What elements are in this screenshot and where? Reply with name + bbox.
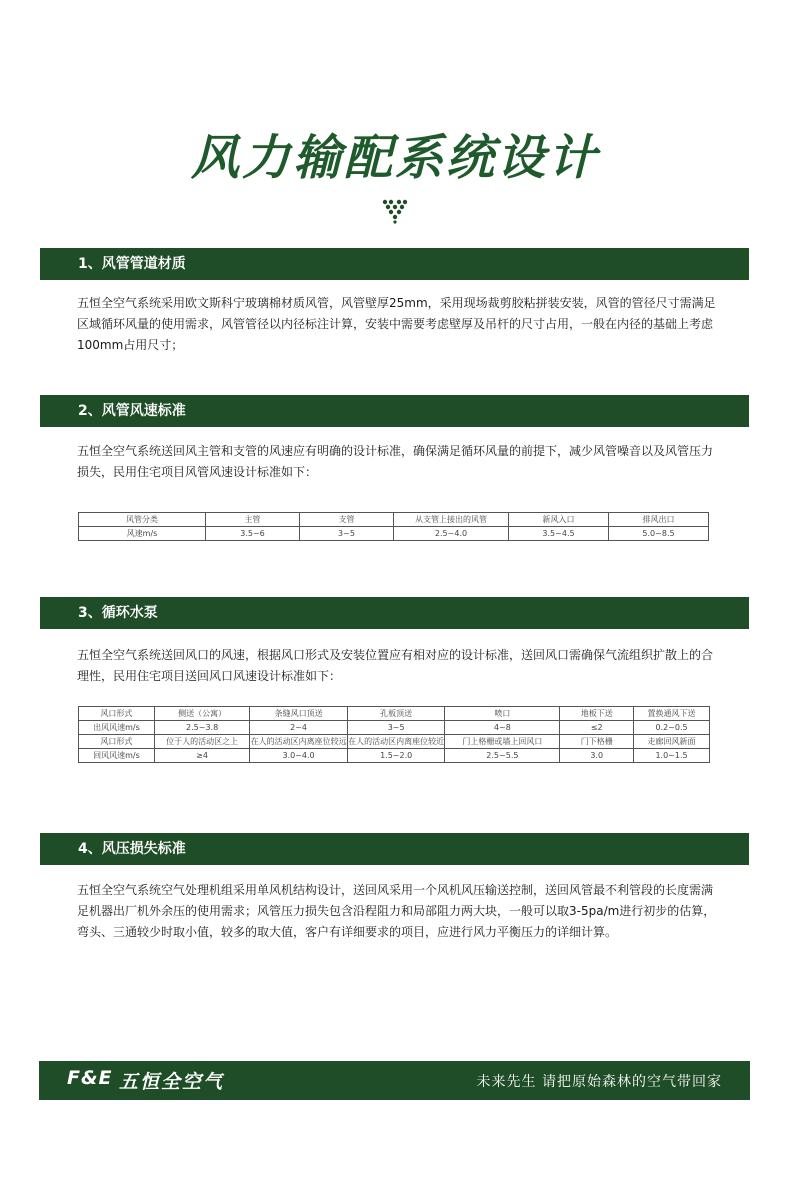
table-cell: 1.5~2.0 (347, 749, 445, 763)
table-cell: ≥4 (154, 749, 249, 763)
table-cell: 出风风速m/s (79, 721, 155, 735)
table-row (79, 707, 710, 721)
table-cell: 风口形式 (79, 735, 155, 749)
table-cell: ≤2 (560, 721, 634, 735)
table-cell: 在人的活动区内离座位较远 (250, 735, 348, 749)
section-3-text: 五恒全空气系统送回风口的风速，根据风口形式及安装位置应有相对应的设计标准，送回风口需确保气流组织扩散上的合理性，民用住宅项目送回风口风速设计标准如下： (77, 648, 714, 683)
page-title: 风力输配系统设计 (190, 130, 599, 186)
table-row (79, 749, 710, 763)
table-cell: 2.5~4.0 (394, 527, 509, 541)
table-cell: 3.0 (560, 749, 634, 763)
table-row (79, 735, 710, 749)
leaf-dots-icon (382, 198, 408, 224)
footer-slogan: 未来先生 请把原始森林的空气带回家 (476, 1074, 722, 1090)
table-cell: 2.5~5.5 (445, 749, 560, 763)
table-cell: 3~5 (300, 527, 394, 541)
table-cell: 4~8 (445, 721, 560, 735)
table-cell: 在人的活动区内离座位较近 (347, 735, 445, 749)
section-2-heading: 2、风管风速标准 (40, 395, 749, 427)
table-cell: 支管 (300, 513, 394, 527)
table-cell: 回风风速m/s (79, 749, 155, 763)
table-cell: 地板下送 (560, 707, 634, 721)
table-cell: 新风入口 (509, 513, 609, 527)
table-cell: 1.0~1.5 (634, 749, 710, 763)
section-1-heading: 1、风管管道材质 (40, 248, 749, 280)
table-cell: 3.5~4.5 (509, 527, 609, 541)
section-2-text: 五恒全空气系统送回风主管和支管的风速应有明确的设计标准，确保满足循环风量的前提下，减少风管噪音以及风管压力损失，民用住宅项目风管风速设计标准如下： (77, 444, 714, 479)
table-cell: 侧送（公寓） (154, 707, 249, 721)
section-4-heading: 4、风压损失标准 (40, 833, 749, 865)
table-cell: 3~5 (347, 721, 445, 735)
table-row (79, 721, 710, 735)
table-cell: 门上格栅或墙上回风口 (445, 735, 560, 749)
table-row (79, 527, 709, 541)
table-cell: 风管分类 (79, 513, 206, 527)
table-cell: 风速m/s (79, 527, 206, 541)
air-outlet-velocity-table (78, 706, 710, 763)
section-1-text: 五恒全空气系统采用欧文斯科宁玻璃棉材质风管，风管壁厚25mm，采用现场裁剪胶粘拼装安装，风管的管径尺寸需满足区域循环风量的使用需求，风管管径以内径标注计算，安装中需要考虑壁厚及吊杆的尺寸占用，一般在内径的基础上考虑100mm占用尺寸； (77, 296, 716, 352)
brand-logo-en: F&E (67, 1067, 113, 1089)
table-cell: 走廊回风新面 (634, 735, 710, 749)
table-cell: 孔板顶送 (347, 707, 445, 721)
table-cell: 置换通风下送 (634, 707, 710, 721)
section-3-heading: 3、循环水泵 (40, 597, 749, 629)
table-cell: 喷口 (445, 707, 560, 721)
table-cell: 门下格栅 (560, 735, 634, 749)
footer-bar (39, 1061, 750, 1100)
table-cell: 条缝风口顶送 (250, 707, 348, 721)
duct-velocity-table (78, 512, 709, 541)
section-4-text: 五恒全空气系统空气处理机组采用单风机结构设计，送回风采用一个风机风压输送控制，送回风管最不利管段的长度需满足机器出厂机外余压的使用需求；风管压力损失包含沿程阻力和局部阻力两大块，一般可以取3-5pa/m进行初步的估算，弯头、三通较少时取小值，较多的取大值，客户有详细要求的项目，应进行风力平衡压力的详细计算。 (77, 883, 716, 939)
table-cell: 3.5~6 (206, 527, 300, 541)
table-cell: 5.0~8.5 (609, 527, 709, 541)
table-cell: 主管 (206, 513, 300, 527)
table-cell: 风口形式 (79, 707, 155, 721)
table-cell: 位于人的活动区之上 (154, 735, 249, 749)
table-cell: 2.5~3.8 (154, 721, 249, 735)
table-cell: 0.2~0.5 (634, 721, 710, 735)
table-cell: 3.0~4.0 (250, 749, 348, 763)
table-cell: 从支管上接出的风管 (394, 513, 509, 527)
brand-logo-cn: 五恒全空气 (119, 1071, 225, 1093)
table-cell: 排风出口 (609, 513, 709, 527)
table-cell: 2~4 (250, 721, 348, 735)
table-row (79, 513, 709, 527)
